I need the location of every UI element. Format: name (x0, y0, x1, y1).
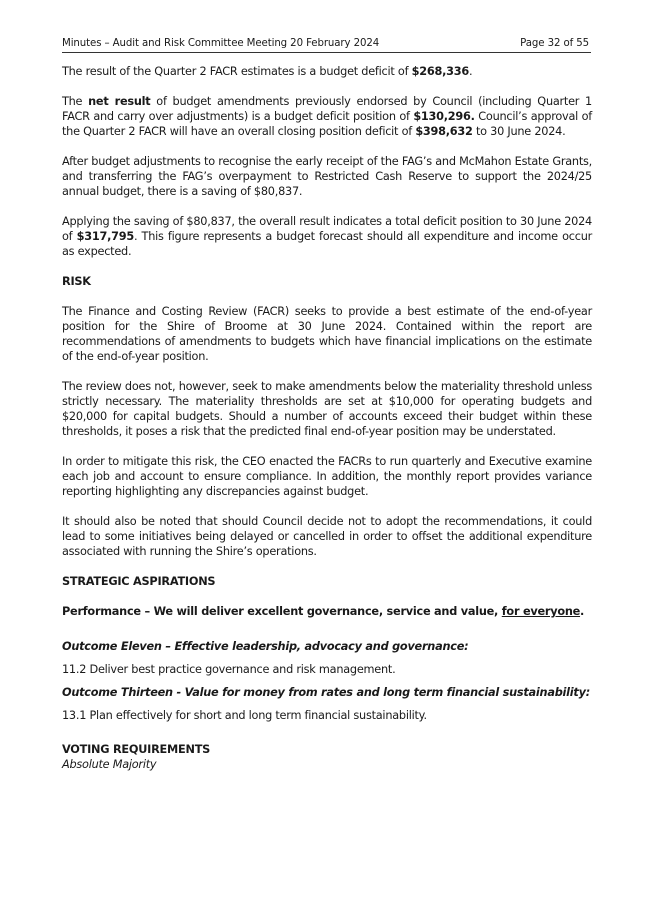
document-body (62, 64, 592, 772)
risk-paragraph-2: The review does not, however, seek to make amendments below the materiality threshold unless strictly necessary. The materiality thresholds are set at $10,000 for operating budgets and $20,000 for capital budgets. Should a number of accounts exceed their budget within these thresholds, it poses a risk that the predicted final end-of-year position may be understated. (62, 380, 592, 438)
page-number: Page 32 of 55 (520, 38, 589, 49)
risk-paragraph-4: It should also be noted that should Council decide not to adopt the recommendations, it could lead to some initiatives being delayed or cancelled in order to offset the additional expenditure associated with running the Shire’s operations. (62, 515, 592, 558)
saving-paragraph: Applying the saving of $80,837, the overall result indicates a total deficit position to 30 June 2024 of $317,795. This figure represents a budget forecast should all expenditure and income occur as expected. (62, 215, 592, 258)
risk-heading: RISK (62, 275, 91, 288)
strategic-aspirations-heading: STRATEGIC ASPIRATIONS (62, 575, 216, 588)
voting-requirement-value: Absolute Majority (62, 758, 157, 771)
q2-result-paragraph: The result of the Quarter 2 FACR estimates is a budget deficit of $268,336. (62, 65, 473, 78)
performance-statement: Performance – We will deliver excellent governance, service and value, for everyone. (62, 605, 585, 618)
net-result-paragraph: The net result of budget amendments previously endorsed by Council (including Quarter 1 FACR and carry over adjustments) is a budget deficit position of $130,296. Council’s approval of the Quarter 2 FACR will have an overall closing position deficit of $398,632 to 30 June 2024. (62, 95, 592, 138)
page-header (62, 38, 591, 53)
risk-paragraph-1: The Finance and Costing Review (FACR) seeks to provide a best estimate of the end-of-year position for the Shire of Broome at 30 June 2024. Contained within the report are recommendations of amendments to budgets which have financial implications on the estimate of the end-of-year position. (62, 305, 592, 363)
risk-paragraph-3: In order to mitigate this risk, the CEO enacted the FACRs to run quarterly and Executive examine each job and account to ensure compliance. In addition, the monthly report provides variance reporting highlighting any discrepancies against budget. (62, 455, 592, 498)
outcome-eleven: Outcome Eleven – Effective leadership, advocacy and governance: (62, 640, 469, 653)
voting-requirements-heading: VOTING REQUIREMENTS (62, 743, 211, 756)
header-title: Minutes – Audit and Risk Committee Meeting 20 February 2024 (62, 38, 380, 49)
outcome-thirteen: Outcome Thirteen - Value for money from rates and long term financial sustainability: (62, 686, 590, 699)
outcome-thirteen-item: 13.1 Plan effectively for short and long term financial sustainability. (62, 709, 427, 722)
budget-adjustments-paragraph: After budget adjustments to recognise the early receipt of the FAG’s and McMahon Estate Grants, and transferring the FAG’s overpayment to Restricted Cash Reserve to support the 2024/25 annual budget, there is a saving of $80,837. (62, 155, 592, 198)
outcome-eleven-item: 11.2 Deliver best practice governance and risk management. (62, 663, 396, 676)
